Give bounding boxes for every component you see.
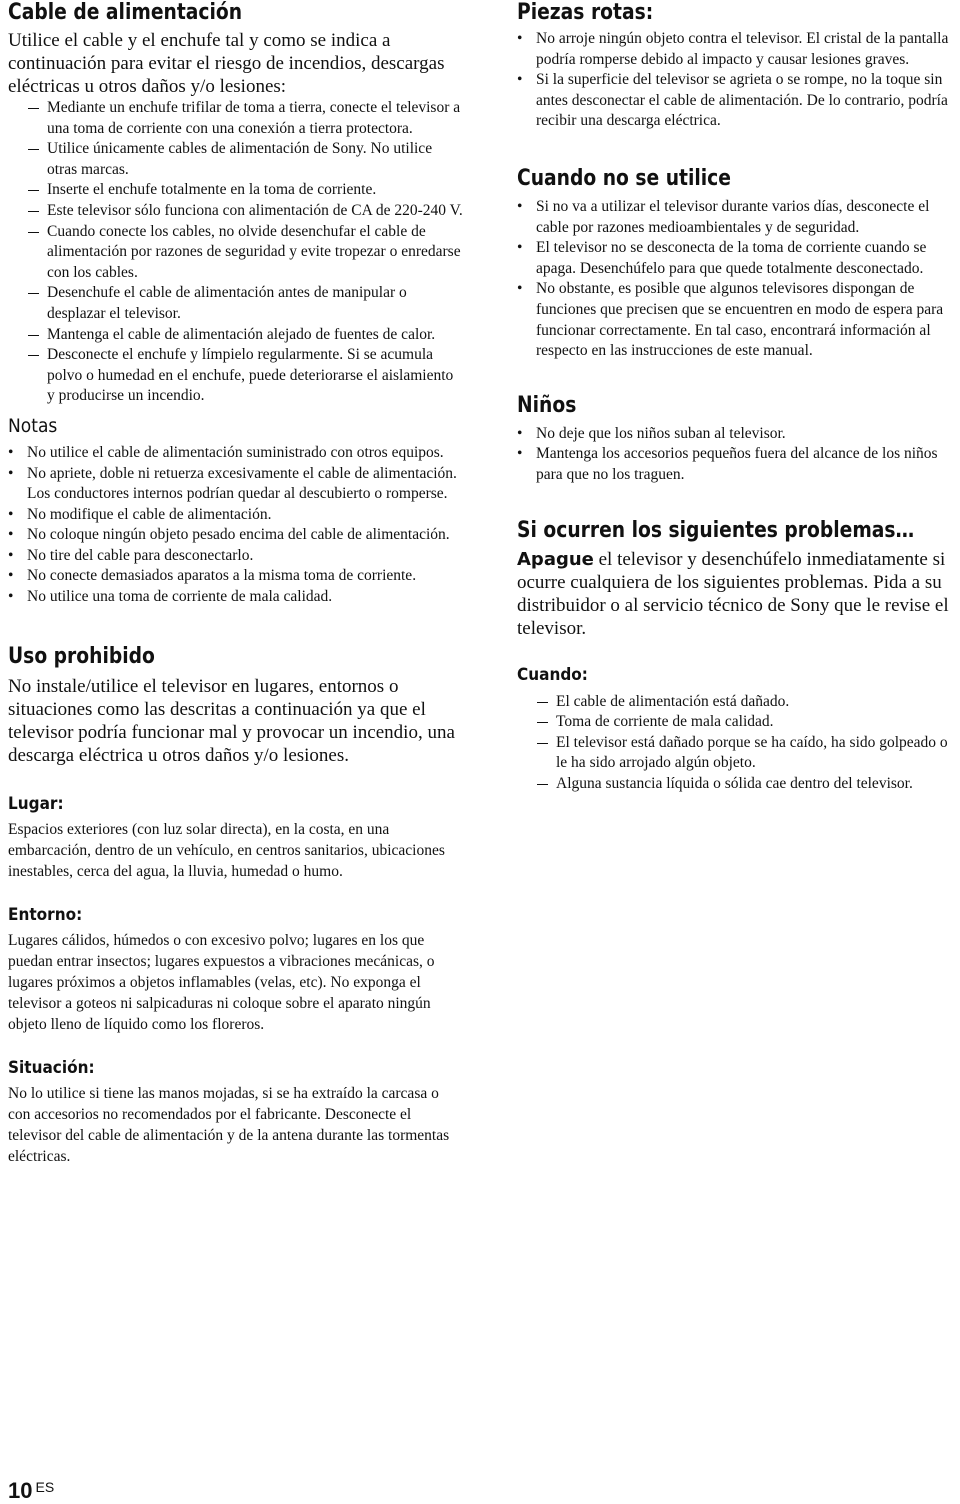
list-item: Mediante un enchufe trifilar de toma a tierra, conecte el televisor a una toma de corriente con una conexión a tierra protectora.	[8, 98, 463, 139]
list-item: • No utilice una toma de corriente de mala calidad.	[8, 587, 463, 608]
page-number: 10	[8, 1478, 33, 1503]
list-item: Mantenga el cable de alimentación alejado de fuentes de calor.	[8, 325, 463, 346]
list-item: Alguna sustancia líquida o sólida cae dentro del televisor.	[517, 774, 960, 795]
list-item: • No utilice el cable de alimentación suministrado con otros equipos.	[8, 443, 463, 464]
unused-list	[517, 197, 960, 362]
list-item: • No conecte demasiados aparatos a la misma toma de corriente.	[8, 566, 463, 587]
right-column	[517, 0, 960, 794]
prohibited-use-heading: Uso prohibido	[8, 643, 155, 669]
location-heading: Lugar:	[8, 793, 64, 814]
list-item: Este televisor sólo funciona con alimentación de CA de 220-240 V.	[8, 201, 463, 222]
problems-lead-bold: Apague	[517, 548, 594, 570]
location-text: Espacios exteriores (con luz solar directa), en la costa, en una embarcación, dentro de un vehículo, en centros sanitarios, ubicaciones inestables, cerca del agua, la lluvia, humedad o humo.	[8, 820, 445, 880]
notes-heading: Notas	[8, 414, 58, 437]
list-item: • No deje que los niños suban al televisor.	[517, 424, 960, 445]
unused-heading: Cuando no se utilice	[517, 165, 731, 191]
list-item: • No modifique el cable de alimentación.	[8, 505, 463, 526]
when-list	[517, 692, 960, 795]
list-item: Desconecte el enchufe y límpielo regularmente. Si se acumula polvo o humedad en el enchufe, puede deteriorarse el aislamiento y producirse un incendio.	[8, 345, 463, 407]
list-item: • No tire del cable para desconectarlo.	[8, 546, 463, 567]
problems-lead	[517, 548, 960, 640]
broken-parts-list	[517, 29, 960, 132]
notes-list	[8, 443, 463, 608]
broken-parts-heading: Piezas rotas:	[517, 0, 654, 25]
power-cable-heading: Cable de alimentación	[8, 0, 243, 25]
list-item: • No obstante, es posible que algunos televisores dispongan de funciones que precisen que se encuentren en modo de espera para funcionar correctamente. En tal caso, encontrará información al respecto en las instrucciones de este manual.	[517, 279, 960, 361]
list-item: Toma de corriente de mala calidad.	[517, 712, 960, 733]
left-column	[8, 0, 463, 1167]
children-heading: Niños	[517, 392, 577, 418]
list-item: Utilice únicamente cables de alimentación de Sony. No utilice otras marcas.	[8, 139, 463, 180]
power-cable-list	[8, 98, 463, 407]
problems-heading: Si ocurren los siguientes problemas…	[517, 517, 915, 543]
list-item: Desenchufe el cable de alimentación antes de manipular o desplazar el televisor.	[8, 283, 463, 324]
list-item: Cuando conecte los cables, no olvide desenchufar el cable de alimentación por razones de seguridad y evite tropezar o enredarse con los cables.	[8, 222, 463, 284]
list-item: El cable de alimentación está dañado.	[517, 692, 960, 713]
page-footer	[8, 1478, 54, 1504]
list-item: • No coloque ningún objeto pesado encima del cable de alimentación.	[8, 525, 463, 546]
when-heading: Cuando:	[517, 664, 588, 685]
list-item: • No arroje ningún objeto contra el televisor. El cristal de la pantalla podría romperse debido al impacto y causar lesiones graves.	[517, 29, 960, 70]
environment-text: Lugares cálidos, húmedos o con excesivo polvo; lugares en los que puedan entrar insectos; lugares expuestos a vibraciones mecánicas, o lugares próximos a objetos inflamables (velas, etc). No exponga el televisor a goteos ni salpicaduras ni coloque sobre el aparato ningún objeto lleno de líquido como los floreros.	[8, 931, 435, 1033]
environment-heading: Entorno:	[8, 904, 83, 925]
list-item: • Mantenga los accesorios pequeños fuera del alcance de los niños para que no los traguen.	[517, 444, 960, 485]
list-item: • No apriete, doble ni retuerza excesivamente el cable de alimentación. Los conductores internos podrían quedar al descubierto o romperse.	[8, 464, 463, 505]
list-item: • El televisor no se desconecta de la toma de corriente cuando se apaga. Desenchúfelo para que quede totalmente desconectado.	[517, 238, 960, 279]
list-item: Inserte el enchufe totalmente en la toma de corriente.	[8, 180, 463, 201]
list-item: El televisor está dañado porque se ha caído, ha sido golpeado o le ha sido arrojado algún objeto.	[517, 733, 960, 774]
children-list	[517, 424, 960, 486]
prohibited-use-intro: No instale/utilice el televisor en lugares, entornos o situaciones como las descritas a continuación ya que el televisor podría funcionar mal y provocar un incendio, una descarga eléctrica u otros daños y/o lesiones.	[8, 675, 455, 766]
list-item: • Si no va a utilizar el televisor durante varios días, desconecte el cable por razones medioambientales y de seguridad.	[517, 197, 960, 238]
list-item: • Si la superficie del televisor se agrieta o se rompe, no la toque sin antes desconectar el cable de alimentación. De lo contrario, podría recibir una descarga eléctrica.	[517, 70, 960, 132]
language-code: ES	[35, 1479, 55, 1495]
problems-lead-text: el televisor y desenchúfelo inmediatamente si ocurre cualquiera de los siguientes problemas. Pida a su distribuidor o al servicio técnico de Sony que le revise el televisor.	[517, 548, 949, 639]
power-cable-intro: Utilice el cable y el enchufe tal y como se indica a continuación para evitar el riesgo de incendios, descargas eléctricas u otros daños y/o lesiones:	[8, 30, 445, 97]
situation-text: No lo utilice si tiene las manos mojadas, si se ha extraído la carcasa o con accesorios no recomendados por el fabricante. Desconecte el televisor del cable de alimentación y de la antena durante las tormentas eléctricas.	[8, 1084, 450, 1165]
situation-heading: Situación:	[8, 1057, 95, 1078]
